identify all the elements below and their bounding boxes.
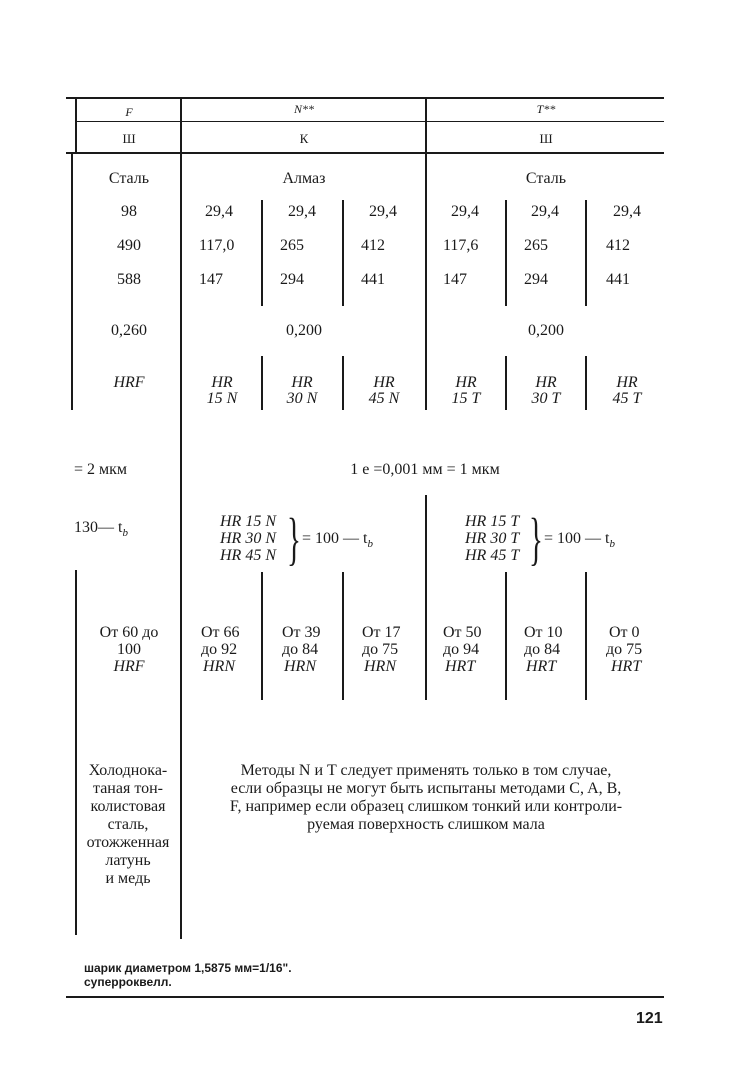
load-col1: 98 xyxy=(121,203,137,220)
sub-divider xyxy=(261,572,263,700)
header-col3-sub: Ш xyxy=(539,131,553,146)
range-line: HRN xyxy=(364,658,396,675)
scale-col1: HRF xyxy=(113,374,145,391)
range-line: до 75 xyxy=(606,641,643,658)
material-line: таная тон- xyxy=(93,780,163,797)
unit-main: 1 е =0,001 мм = 1 мкм xyxy=(350,461,500,478)
range-line: HRT xyxy=(611,658,642,675)
range-col1-line: От 60 до xyxy=(99,624,159,641)
scale-name: 30 T xyxy=(531,390,561,407)
divider-col1 xyxy=(180,99,182,939)
formula-t-line: HR 15 T xyxy=(465,513,520,530)
formula-t-line: HR 45 T xyxy=(465,547,520,564)
footnote: шарик диаметром 1,5875 мм=1/16". xyxy=(84,961,292,975)
load-value: 147 xyxy=(443,271,467,288)
formula-col1: 130— $t_b$ xyxy=(74,519,128,540)
scale-name: 30 N xyxy=(286,390,318,407)
sub-divider xyxy=(342,572,344,700)
header-col1-top: F xyxy=(125,105,133,119)
header-col1-sub: Ш xyxy=(122,131,136,146)
page-number: 121 xyxy=(636,1010,663,1027)
usage-note-line: руемая поверхность слишком мала xyxy=(307,816,545,833)
formula-n-line: HR 30 N xyxy=(220,530,276,547)
material-line: сталь, xyxy=(107,816,149,833)
usage-note-line: F, например если образец слишком тонкий или контроли- xyxy=(229,798,623,815)
range-line: до 94 xyxy=(443,641,480,658)
scale-name: 15 N xyxy=(206,390,238,407)
load-value: 29,4 xyxy=(613,203,641,220)
scale-name: 15 T xyxy=(451,390,481,407)
load-value: 29,4 xyxy=(288,203,316,220)
usage-note-line: Методы N и T следует применять только в том случае, xyxy=(240,762,612,779)
scale-hr: HR xyxy=(291,374,313,391)
load-value: 29,4 xyxy=(531,203,559,220)
range-line: От 10 xyxy=(524,624,563,641)
range-line: От 0 xyxy=(609,624,640,641)
range-line: От 17 xyxy=(362,624,401,641)
range-line: От 50 xyxy=(443,624,482,641)
sub-divider xyxy=(342,200,344,306)
load-value: 147 xyxy=(199,271,223,288)
top-rule xyxy=(66,97,664,99)
formula-n-rhs: = 100 — $t_b$ xyxy=(302,530,373,551)
load-value: 412 xyxy=(361,237,385,254)
range-line: HRN xyxy=(203,658,235,675)
header-mid-rule xyxy=(76,121,664,122)
sub-divider xyxy=(505,200,507,306)
header-col3-top: T** xyxy=(536,102,556,116)
load-value: 29,4 xyxy=(205,203,233,220)
load-value: 412 xyxy=(606,237,630,254)
load-value: 29,4 xyxy=(451,203,479,220)
scale-name: 45 T xyxy=(612,390,642,407)
load-col1: 588 xyxy=(117,271,141,288)
load-value: 441 xyxy=(361,271,385,288)
scale-hr: HR xyxy=(455,374,477,391)
indenter-col3: Сталь xyxy=(525,170,567,187)
formula-n-line: HR 15 N xyxy=(220,513,276,530)
usage-note-line: если образцы не могут быть испытаны методами C, A, B, xyxy=(230,780,622,797)
range-col1-line: HRF xyxy=(113,658,145,675)
load-col1: 490 xyxy=(117,237,141,254)
bottom-rule xyxy=(66,996,664,998)
brace-icon: } xyxy=(528,506,543,571)
brace-icon: } xyxy=(286,506,301,571)
sub-divider xyxy=(585,572,587,700)
material-line: и медь xyxy=(105,870,151,887)
scale-hr: HR xyxy=(616,374,638,391)
scale-hr: HR xyxy=(211,374,233,391)
load-value: 294 xyxy=(524,271,548,288)
material-line: латунь xyxy=(105,852,151,869)
formula-n-line: HR 45 N xyxy=(220,547,276,564)
header-col2-sub: К xyxy=(299,131,309,146)
range-line: От 66 xyxy=(201,624,240,641)
header-bottom-rule xyxy=(66,152,664,154)
range-line: до 75 xyxy=(362,641,399,658)
range-line: до 84 xyxy=(524,641,561,658)
footnote: суперроквелл. xyxy=(84,975,172,989)
formula-t-rhs: = 100 — $t_b$ xyxy=(544,530,615,551)
material-line: отожженная xyxy=(86,834,170,851)
range-line: HRT xyxy=(526,658,557,675)
range-line: HRN xyxy=(284,658,316,675)
load-value: 29,4 xyxy=(369,203,397,220)
depth-col3: 0,200 xyxy=(528,322,564,339)
range-line: до 92 xyxy=(201,641,238,658)
sub-divider xyxy=(505,572,507,700)
divider-col2 xyxy=(425,99,427,153)
sub-divider xyxy=(261,200,263,306)
indenter-col1: Сталь xyxy=(108,170,150,187)
material-line: колистовая xyxy=(90,798,166,815)
range-col1-line: 100 xyxy=(117,641,141,658)
range-line: HRT xyxy=(445,658,476,675)
divider-col2-upper xyxy=(425,154,427,410)
load-value: 117,0 xyxy=(199,237,235,254)
unit-col1: = 2 мкм xyxy=(74,461,128,478)
load-value: 265 xyxy=(524,237,548,254)
scale-hr: HR xyxy=(373,374,395,391)
indenter-col2: Алмаз xyxy=(282,170,326,187)
header-col2-top: N** xyxy=(293,102,314,116)
depth-col2: 0,200 xyxy=(286,322,322,339)
left-border-header xyxy=(75,99,77,153)
divider-col2-lower xyxy=(425,495,427,700)
depth-col1: 0,260 xyxy=(111,322,147,339)
range-line: От 39 xyxy=(282,624,321,641)
load-value: 441 xyxy=(606,271,630,288)
sub-divider xyxy=(585,200,587,306)
scale-name: 45 N xyxy=(368,390,400,407)
formula-t-line: HR 30 T xyxy=(465,530,520,547)
load-value: 117,6 xyxy=(443,237,479,254)
range-line: до 84 xyxy=(282,641,319,658)
load-value: 265 xyxy=(280,237,304,254)
load-value: 294 xyxy=(280,271,304,288)
left-border-upper xyxy=(71,154,73,410)
material-line: Холоднока- xyxy=(88,762,168,779)
scale-hr: HR xyxy=(535,374,557,391)
